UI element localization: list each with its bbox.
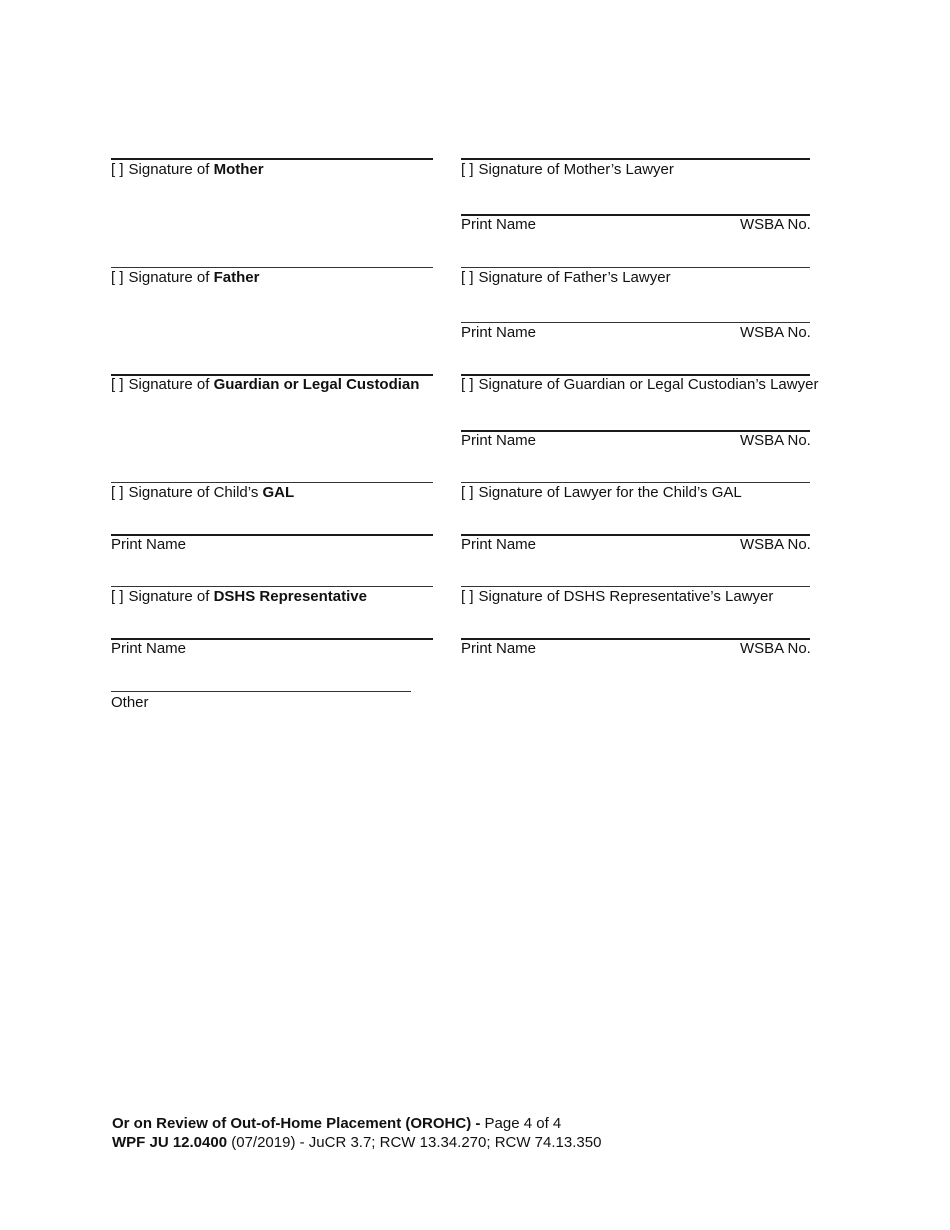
dshs-print-name-label: Print Name: [111, 640, 187, 657]
mother-lawyer-signature-label: [ ] Signature of Mother’s Lawyer: [461, 161, 674, 178]
dshs-signature-line[interactable]: [111, 586, 433, 587]
footer-title: [112, 1114, 561, 1133]
mother-lawyer-print-name-label: Print Name: [461, 216, 537, 233]
gal-lawyer-wsba-label: WSBA No.: [740, 536, 811, 553]
guardian-signature-label: [ ] Signature of Guardian or Legal Custodian: [111, 376, 420, 393]
mother-lawyer-wsba-label: WSBA No.: [740, 216, 811, 233]
dshs-lawyer-checkbox[interactable]: [ ]: [461, 588, 474, 605]
guardian-lawyer-checkbox[interactable]: [ ]: [461, 376, 474, 393]
father-lawyer-print-name-label: Print Name: [461, 324, 537, 341]
dshs-lawyer-print-name-label: Print Name: [461, 640, 537, 657]
mother-signature-line[interactable]: [111, 158, 433, 160]
gal-lawyer-signature-label: [ ] Signature of Lawyer for the Child’s GAL: [461, 484, 742, 501]
father-checkbox[interactable]: [ ]: [111, 269, 124, 286]
footer-form-info: [112, 1133, 601, 1152]
guardian-lawyer-print-name-label: Print Name: [461, 432, 537, 449]
father-signature-label: [ ] Signature of Father: [111, 269, 260, 286]
father-lawyer-checkbox[interactable]: [ ]: [461, 269, 474, 286]
mother-lawyer-signature-line[interactable]: [461, 158, 810, 160]
gal-print-name-label: Print Name: [111, 536, 187, 553]
gal-checkbox[interactable]: [ ]: [111, 484, 124, 501]
mother-lawyer-checkbox[interactable]: [ ]: [461, 161, 474, 178]
gal-lawyer-signature-line[interactable]: [461, 482, 810, 483]
dshs-lawyer-signature-line[interactable]: [461, 586, 810, 587]
dshs-signature-label: [ ] Signature of DSHS Representative: [111, 588, 367, 605]
footer-title-bold: Or on Review of Out-of-Home Placement (OROHC) -: [112, 1115, 481, 1132]
guardian-checkbox[interactable]: [ ]: [111, 376, 124, 393]
father-lawyer-signature-label: [ ] Signature of Father’s Lawyer: [461, 269, 671, 286]
footer-page-number: Page 4 of 4: [484, 1115, 562, 1132]
father-lawyer-signature-line[interactable]: [461, 267, 810, 268]
other-label: Other: [111, 694, 149, 711]
gal-lawyer-checkbox[interactable]: [ ]: [461, 484, 474, 501]
gal-signature-label: [ ] Signature of Child’s GAL: [111, 484, 295, 501]
mother-checkbox[interactable]: [ ]: [111, 161, 124, 178]
footer-form-number: WPF JU 12.0400: [112, 1134, 228, 1151]
mother-signature-label: [ ] Signature of Mother: [111, 161, 264, 178]
guardian-lawyer-signature-label: [ ] Signature of Guardian or Legal Custodian’s Lawyer: [461, 376, 819, 393]
other-signature-line[interactable]: [111, 691, 411, 692]
dshs-lawyer-signature-label: [ ] Signature of DSHS Representative’s Lawyer: [461, 588, 774, 605]
dshs-checkbox[interactable]: [ ]: [111, 588, 124, 605]
footer-form-citation: (07/2019) - JuCR 3.7; RCW 13.34.270; RCW 74.13.350: [231, 1134, 602, 1151]
father-lawyer-print-name-line[interactable]: [461, 322, 810, 323]
gal-lawyer-print-name-label: Print Name: [461, 536, 537, 553]
gal-signature-line[interactable]: [111, 482, 433, 483]
dshs-lawyer-wsba-label: WSBA No.: [740, 640, 811, 657]
father-lawyer-wsba-label: WSBA No.: [740, 324, 811, 341]
father-signature-line[interactable]: [111, 267, 433, 268]
guardian-lawyer-wsba-label: WSBA No.: [740, 432, 811, 449]
